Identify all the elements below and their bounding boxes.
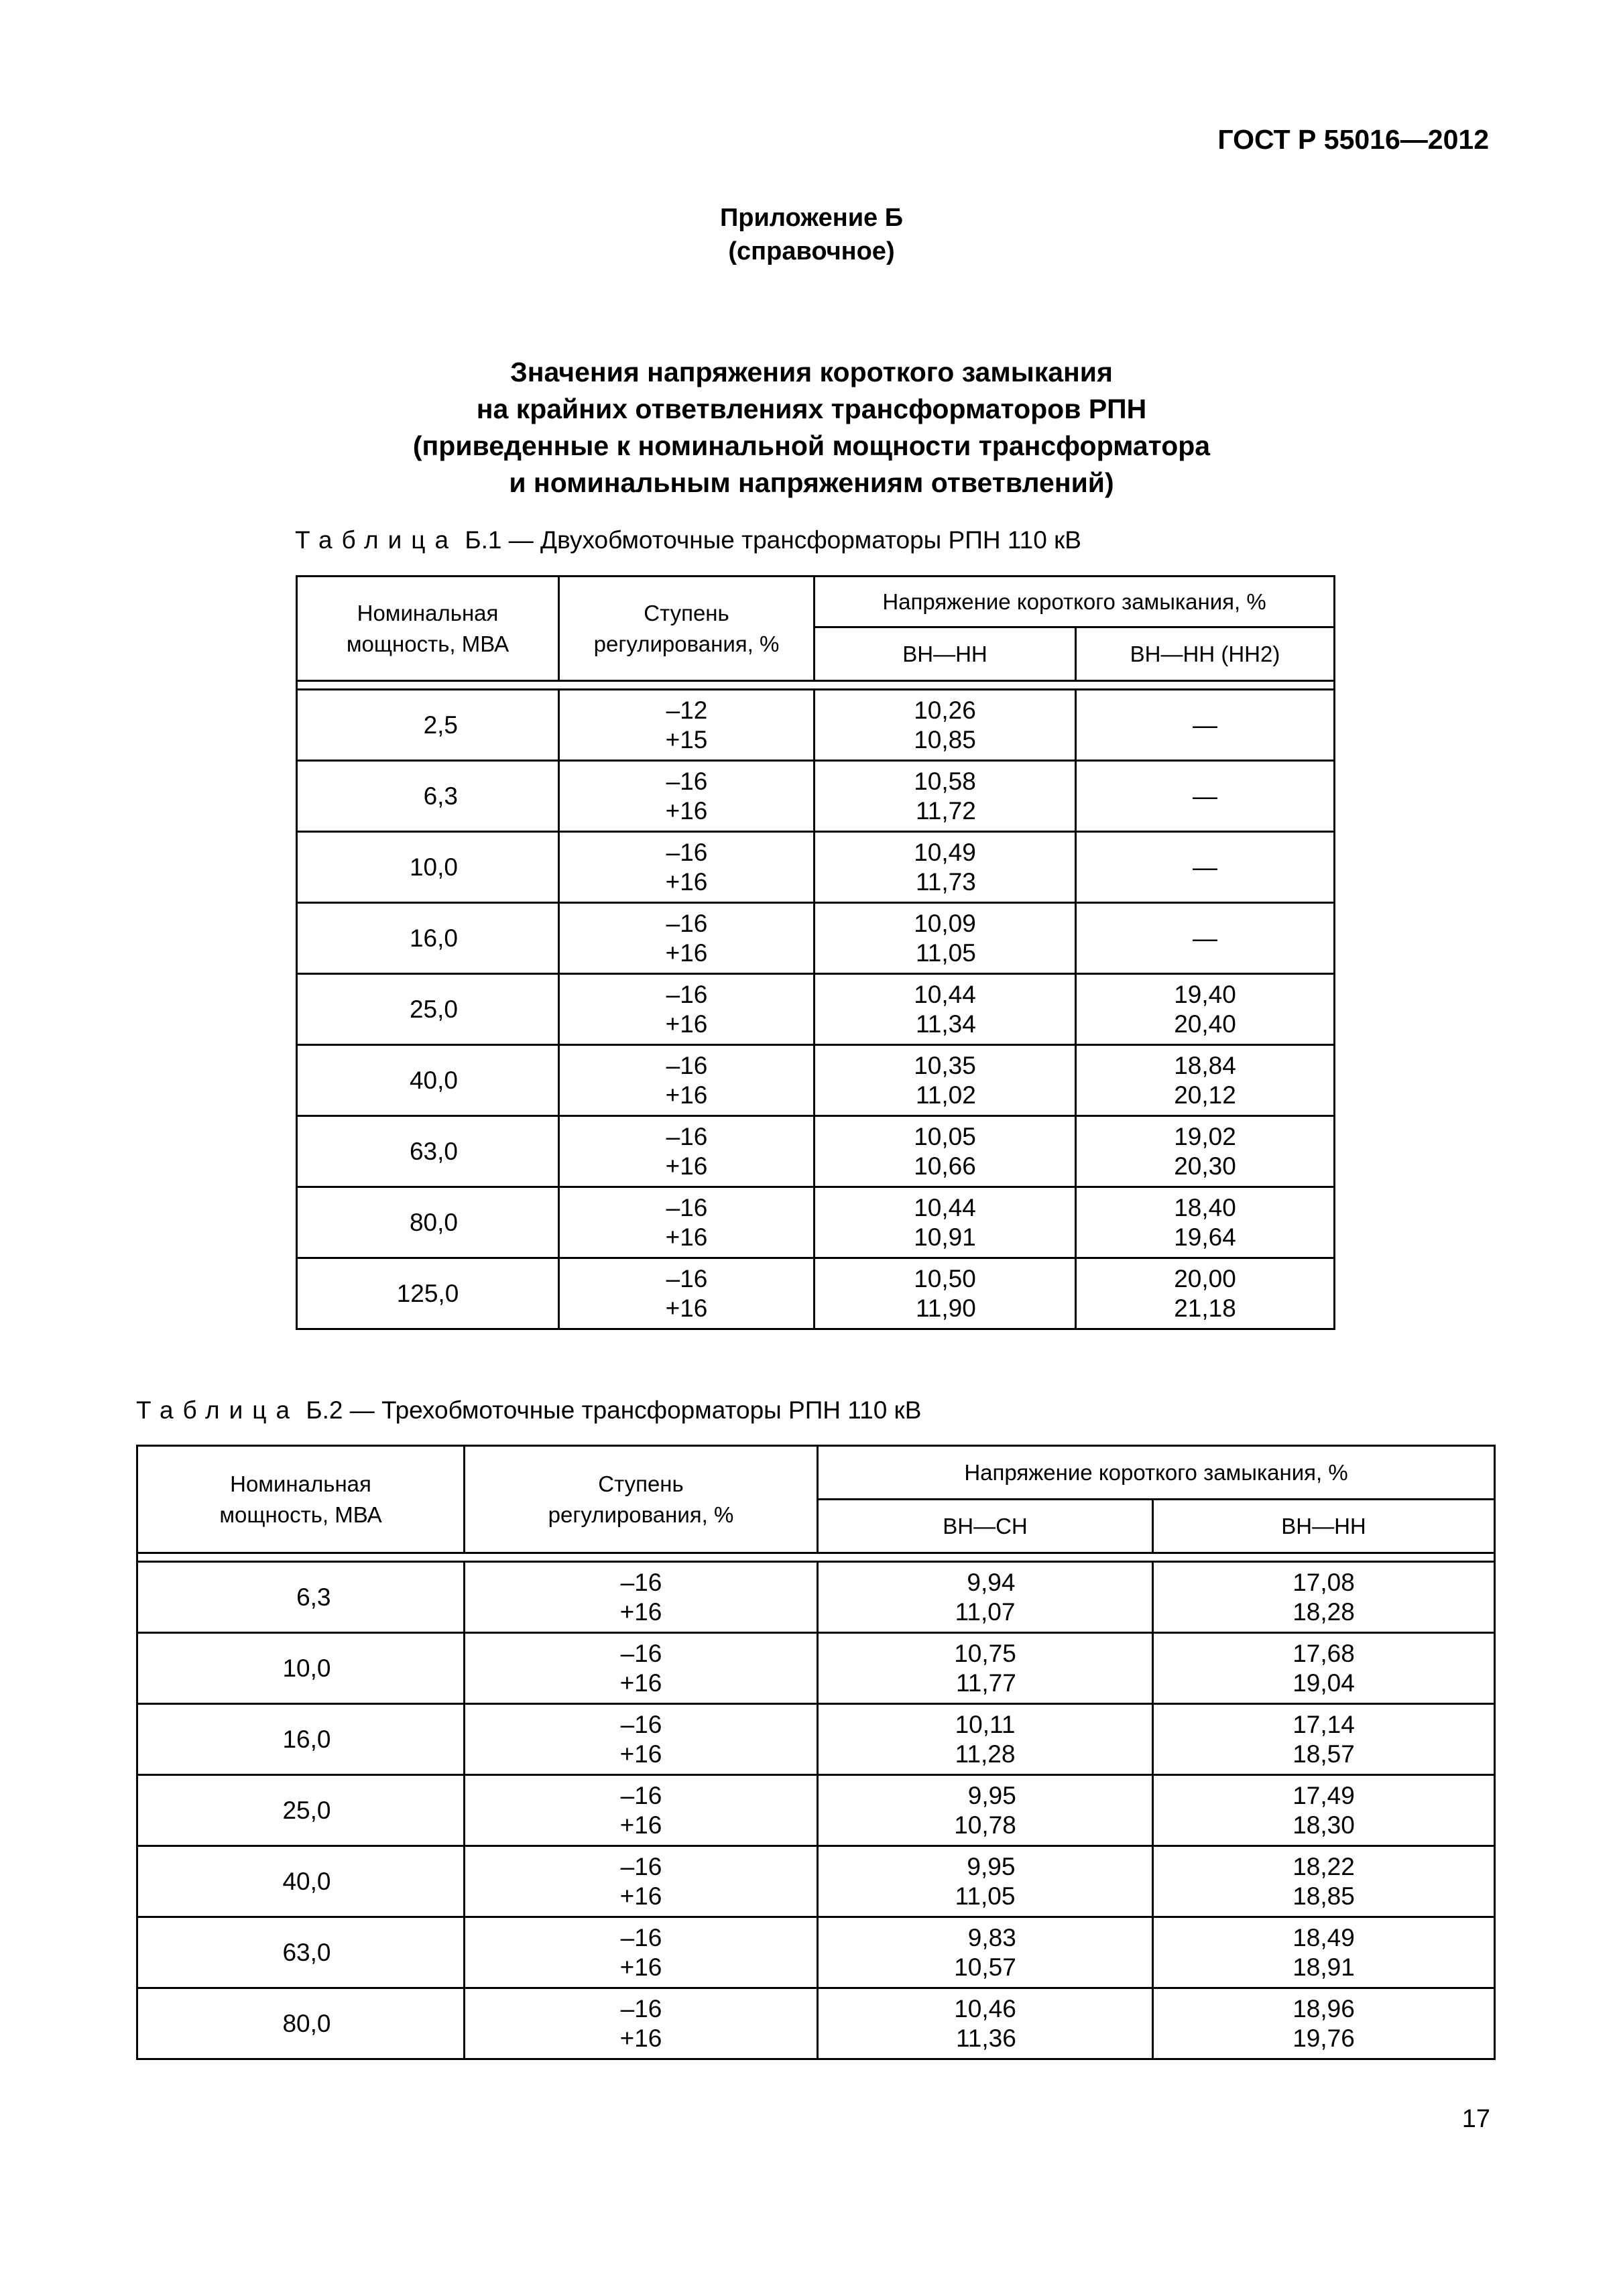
step-value: +16 bbox=[665, 939, 708, 967]
header-voltage: Напряжение короткого замыкания, % bbox=[818, 1446, 1495, 1500]
table-row bbox=[297, 1258, 1335, 1329]
step-value: +16 bbox=[619, 2024, 662, 2052]
voltage-2-value: 18,40 bbox=[1174, 1193, 1236, 1221]
step bbox=[620, 1710, 662, 1769]
voltage-1-value: 10,66 bbox=[914, 1152, 976, 1180]
cell-step bbox=[559, 903, 815, 974]
voltage-1-value: 11,05 bbox=[955, 1882, 1016, 1910]
voltage-2-value: 17,49 bbox=[1293, 1781, 1355, 1809]
voltage-1 bbox=[954, 1781, 1016, 1840]
voltage-2 bbox=[1174, 1193, 1236, 1252]
step-value: –16 bbox=[666, 1193, 708, 1221]
appendix-subtitle: (справочное) bbox=[728, 237, 895, 265]
step-value: –16 bbox=[620, 1710, 662, 1738]
cell-power bbox=[137, 1562, 465, 1633]
cell-power bbox=[297, 1187, 559, 1258]
table-row bbox=[297, 1116, 1335, 1187]
step-value: –16 bbox=[666, 909, 708, 937]
step-value: +16 bbox=[665, 1223, 708, 1251]
table2-caption-word: Таблица bbox=[136, 1396, 300, 1424]
voltage-1 bbox=[914, 1264, 976, 1323]
voltage-2-value: 18,28 bbox=[1293, 1597, 1355, 1626]
step bbox=[620, 1568, 662, 1627]
cell-voltage-1 bbox=[815, 832, 1076, 903]
table-row bbox=[297, 761, 1335, 832]
step-value: +16 bbox=[665, 1081, 708, 1109]
cell-step bbox=[465, 1988, 818, 2059]
cell-voltage-1 bbox=[818, 1775, 1153, 1846]
voltage-2 bbox=[1193, 782, 1217, 811]
voltage-1 bbox=[914, 1122, 976, 1181]
power-value: 80,0 bbox=[282, 2009, 331, 2037]
table-row bbox=[137, 1704, 1495, 1775]
cell-power bbox=[137, 1775, 465, 1846]
table-row bbox=[137, 1988, 1495, 2059]
cell-voltage-2 bbox=[1076, 1045, 1335, 1116]
table1-body bbox=[297, 690, 1335, 1329]
voltage-2-value: 19,40 bbox=[1174, 980, 1236, 1008]
step-value: +16 bbox=[665, 1294, 708, 1322]
voltage-2-value: 18,22 bbox=[1293, 1852, 1355, 1880]
table-row bbox=[137, 1562, 1495, 1633]
cell-power bbox=[297, 690, 559, 761]
header-separator bbox=[137, 1553, 1495, 1562]
step bbox=[620, 1852, 662, 1911]
step bbox=[666, 980, 708, 1039]
voltage-1-value: 10,75 bbox=[954, 1639, 1016, 1667]
voltage-2-value: 18,96 bbox=[1293, 1994, 1355, 2022]
voltage-1-value: 9,95 bbox=[967, 1852, 1016, 1880]
table2-caption bbox=[136, 1396, 921, 1425]
power-value: 10,0 bbox=[282, 1654, 331, 1682]
voltage-1-value: 9,83 bbox=[967, 1923, 1016, 1951]
voltage-2-value: 20,12 bbox=[1174, 1081, 1236, 1109]
voltage-2 bbox=[1293, 1923, 1355, 1982]
header-separator bbox=[297, 681, 1335, 690]
voltage-1 bbox=[954, 1923, 1016, 1982]
voltage-1-value: 10,49 bbox=[914, 838, 976, 866]
voltage-1 bbox=[914, 909, 976, 968]
cell-step bbox=[559, 1045, 815, 1116]
cell-voltage-1 bbox=[818, 1846, 1153, 1917]
step-value: –16 bbox=[620, 1639, 662, 1667]
cell-power bbox=[297, 974, 559, 1045]
cell-step bbox=[559, 832, 815, 903]
power-value: 25,0 bbox=[282, 1796, 331, 1824]
step-value: –16 bbox=[666, 1122, 708, 1150]
cell-voltage-1 bbox=[818, 1988, 1153, 2059]
header-sub2: ВН—НН bbox=[1153, 1500, 1495, 1553]
cell-step bbox=[559, 690, 815, 761]
voltage-1-value: 11,02 bbox=[915, 1081, 976, 1109]
step bbox=[620, 1994, 662, 2053]
voltage-2-value: 19,64 bbox=[1174, 1223, 1236, 1251]
voltage-1-value: 11,07 bbox=[955, 1597, 1016, 1626]
step bbox=[666, 1264, 708, 1323]
table1-caption-text: Б.1 — Двухобмоточные трансформаторы РПН 110 кВ bbox=[458, 526, 1081, 554]
voltage-1 bbox=[955, 1568, 1016, 1627]
header-sub1: ВН—НН bbox=[815, 627, 1076, 681]
step-value: +15 bbox=[665, 725, 708, 753]
voltage-2 bbox=[1174, 1264, 1236, 1323]
voltage-2-value: 21,18 bbox=[1174, 1294, 1236, 1322]
cell-voltage-2 bbox=[1076, 903, 1335, 974]
table-row bbox=[297, 903, 1335, 974]
cell-voltage-1 bbox=[818, 1917, 1153, 1988]
cell-step bbox=[465, 1633, 818, 1704]
voltage-1 bbox=[914, 838, 976, 897]
voltage-2-value: — bbox=[1193, 924, 1217, 952]
voltage-1-value: 10,85 bbox=[914, 725, 976, 753]
cell-voltage-2 bbox=[1076, 1187, 1335, 1258]
voltage-1-value: 11,90 bbox=[915, 1294, 976, 1322]
voltage-1 bbox=[914, 767, 976, 826]
voltage-1-value: 10,50 bbox=[914, 1264, 976, 1292]
appendix-heading bbox=[0, 201, 1623, 268]
voltage-1 bbox=[955, 1852, 1016, 1911]
title-line: (приведенные к номинальной мощности трансформатора bbox=[412, 430, 1211, 461]
cell-voltage-2 bbox=[1153, 1917, 1495, 1988]
power-value: 16,0 bbox=[282, 1725, 331, 1753]
table-row bbox=[297, 1187, 1335, 1258]
cell-voltage-2 bbox=[1153, 1846, 1495, 1917]
power-value: 10,0 bbox=[409, 853, 458, 881]
step bbox=[620, 1781, 662, 1840]
voltage-1 bbox=[914, 980, 976, 1039]
voltage-2-value: 17,08 bbox=[1293, 1568, 1355, 1596]
cell-voltage-1 bbox=[815, 974, 1076, 1045]
voltage-2 bbox=[1174, 1122, 1236, 1181]
cell-step bbox=[465, 1704, 818, 1775]
step-value: –16 bbox=[620, 1994, 662, 2022]
cell-voltage-2 bbox=[1076, 1258, 1335, 1329]
step bbox=[666, 696, 708, 755]
cell-step bbox=[559, 761, 815, 832]
voltage-2 bbox=[1293, 1781, 1355, 1840]
table-row bbox=[297, 974, 1335, 1045]
power-value: 80,0 bbox=[409, 1208, 458, 1236]
step bbox=[666, 767, 708, 826]
voltage-2-value: 19,76 bbox=[1293, 2024, 1355, 2052]
document-code: ГОСТ Р 55016—2012 bbox=[1217, 124, 1489, 155]
voltage-1-value: 10,35 bbox=[914, 1051, 976, 1079]
step-value: –16 bbox=[620, 1852, 662, 1880]
voltage-2-value: 18,84 bbox=[1174, 1051, 1236, 1079]
voltage-1-value: 10,57 bbox=[954, 1953, 1016, 1981]
voltage-1-value: 11,72 bbox=[915, 796, 976, 825]
voltage-2-value: 20,40 bbox=[1174, 1010, 1236, 1038]
cell-step bbox=[559, 1116, 815, 1187]
voltage-1-value: 9,95 bbox=[967, 1781, 1016, 1809]
table-row bbox=[137, 1917, 1495, 1988]
cell-power bbox=[297, 761, 559, 832]
cell-voltage-2 bbox=[1076, 761, 1335, 832]
voltage-1 bbox=[914, 1193, 976, 1252]
page-number: 17 bbox=[1461, 2105, 1490, 2133]
power-value: 125,0 bbox=[396, 1279, 459, 1307]
voltage-1-value: 11,05 bbox=[915, 939, 976, 967]
cell-voltage-1 bbox=[815, 1045, 1076, 1116]
voltage-1-value: 10,78 bbox=[954, 1811, 1016, 1839]
step-value: +16 bbox=[619, 1597, 662, 1626]
step-value: –16 bbox=[666, 980, 708, 1008]
cell-voltage-2 bbox=[1153, 1562, 1495, 1633]
voltage-2 bbox=[1293, 1710, 1355, 1769]
voltage-2 bbox=[1174, 1051, 1236, 1110]
voltage-2 bbox=[1293, 1639, 1355, 1698]
voltage-1-value: 10,91 bbox=[914, 1223, 976, 1251]
step-value: –16 bbox=[666, 838, 708, 866]
voltage-1-value: 11,77 bbox=[955, 1669, 1016, 1697]
voltage-2-value: 17,14 bbox=[1293, 1710, 1355, 1738]
step-value: +16 bbox=[619, 1953, 662, 1981]
voltage-2 bbox=[1174, 980, 1236, 1039]
step-value: –16 bbox=[666, 1264, 708, 1292]
step-value: +16 bbox=[665, 867, 708, 896]
table2-caption-text: Б.2 — Трехобмоточные трансформаторы РПН 110 кВ bbox=[299, 1396, 922, 1424]
voltage-1-value: 10,44 bbox=[914, 980, 976, 1008]
header-power: Номинальная мощность, МВА bbox=[297, 577, 559, 681]
header-sub1: ВН—СН bbox=[818, 1500, 1153, 1553]
cell-power bbox=[297, 832, 559, 903]
table-row bbox=[137, 1775, 1495, 1846]
header-voltage: Напряжение короткого замыкания, % bbox=[815, 577, 1335, 627]
voltage-2-value: 18,85 bbox=[1293, 1882, 1355, 1910]
power-value: 16,0 bbox=[409, 924, 458, 952]
voltage-2-value: — bbox=[1193, 853, 1217, 881]
voltage-1-value: 10,05 bbox=[914, 1122, 976, 1150]
power-value: 40,0 bbox=[282, 1867, 331, 1895]
cell-power bbox=[137, 1633, 465, 1704]
voltage-1-value: 11,73 bbox=[915, 867, 976, 896]
step-value: +16 bbox=[665, 796, 708, 825]
voltage-2-value: 18,57 bbox=[1293, 1740, 1355, 1768]
cell-step bbox=[559, 1187, 815, 1258]
cell-power bbox=[137, 1988, 465, 2059]
voltage-2 bbox=[1293, 1852, 1355, 1911]
appendix-title: Приложение Б bbox=[719, 204, 904, 232]
voltage-1-value: 10,58 bbox=[914, 767, 976, 795]
step-value: –16 bbox=[620, 1568, 662, 1596]
voltage-1-value: 10,46 bbox=[954, 1994, 1016, 2022]
voltage-1-value: 10,09 bbox=[914, 909, 976, 937]
cell-voltage-1 bbox=[815, 761, 1076, 832]
voltage-1 bbox=[954, 1994, 1016, 2053]
voltage-2 bbox=[1193, 711, 1217, 740]
voltage-2 bbox=[1293, 1994, 1355, 2053]
step bbox=[620, 1639, 662, 1698]
cell-voltage-2 bbox=[1153, 1633, 1495, 1704]
step-value: +16 bbox=[665, 1152, 708, 1180]
voltage-2-value: 18,49 bbox=[1293, 1923, 1355, 1951]
voltage-1-value: 10,44 bbox=[914, 1193, 976, 1221]
voltage-2 bbox=[1193, 924, 1217, 953]
step-value: +16 bbox=[619, 1740, 662, 1768]
step-value: +16 bbox=[619, 1669, 662, 1697]
step-value: –12 bbox=[666, 696, 708, 724]
cell-step bbox=[559, 1258, 815, 1329]
cell-voltage-2 bbox=[1076, 974, 1335, 1045]
power-value: 25,0 bbox=[409, 995, 458, 1023]
step-value: +16 bbox=[619, 1882, 662, 1910]
cell-step bbox=[465, 1775, 818, 1846]
step-value: –16 bbox=[620, 1781, 662, 1809]
header-power: Номинальная мощность, МВА bbox=[137, 1446, 465, 1553]
title-line: и номинальным напряжениям ответвлений) bbox=[509, 467, 1114, 498]
cell-power bbox=[137, 1917, 465, 1988]
voltage-1-value: 10,26 bbox=[914, 696, 976, 724]
cell-step bbox=[465, 1562, 818, 1633]
voltage-1-value: 11,34 bbox=[915, 1010, 976, 1038]
cell-power bbox=[297, 1045, 559, 1116]
cell-power bbox=[137, 1704, 465, 1775]
voltage-2-value: 19,02 bbox=[1174, 1122, 1236, 1150]
voltage-1-value: 10,11 bbox=[955, 1710, 1016, 1738]
table-row bbox=[137, 1633, 1495, 1704]
cell-step bbox=[465, 1846, 818, 1917]
power-value: 6,3 bbox=[423, 782, 458, 810]
cell-voltage-1 bbox=[818, 1633, 1153, 1704]
header-sub2: ВН—НН (НН2) bbox=[1076, 627, 1335, 681]
voltage-1 bbox=[954, 1639, 1016, 1698]
cell-step bbox=[465, 1917, 818, 1988]
power-value: 2,5 bbox=[423, 711, 458, 739]
voltage-2 bbox=[1193, 853, 1217, 882]
voltage-2 bbox=[1293, 1568, 1355, 1627]
step bbox=[620, 1923, 662, 1982]
voltage-2-value: 20,00 bbox=[1174, 1264, 1236, 1292]
table1 bbox=[296, 575, 1335, 1330]
voltage-2-value: 18,91 bbox=[1293, 1953, 1355, 1981]
step-value: +16 bbox=[619, 1811, 662, 1839]
cell-voltage-1 bbox=[815, 903, 1076, 974]
cell-power bbox=[137, 1846, 465, 1917]
voltage-1 bbox=[914, 1051, 976, 1110]
voltage-1 bbox=[914, 696, 976, 755]
header-step: Ступень регулирования, % bbox=[559, 577, 815, 681]
cell-voltage-2 bbox=[1076, 832, 1335, 903]
step-value: +16 bbox=[665, 1010, 708, 1038]
voltage-2-value: 20,30 bbox=[1174, 1152, 1236, 1180]
power-value: 6,3 bbox=[296, 1583, 331, 1611]
voltage-2-value: — bbox=[1193, 782, 1217, 810]
voltage-2-value: 19,04 bbox=[1293, 1669, 1355, 1697]
voltage-1-value: 9,94 bbox=[967, 1568, 1016, 1596]
table-row bbox=[297, 1045, 1335, 1116]
cell-voltage-1 bbox=[815, 1116, 1076, 1187]
cell-power bbox=[297, 1116, 559, 1187]
cell-voltage-1 bbox=[815, 1187, 1076, 1258]
voltage-2-value: — bbox=[1193, 711, 1217, 739]
cell-voltage-1 bbox=[815, 1258, 1076, 1329]
title-line: на крайних ответвлениях трансформаторов РПН bbox=[476, 394, 1147, 424]
voltage-1-value: 11,28 bbox=[955, 1740, 1016, 1768]
voltage-1 bbox=[955, 1710, 1016, 1769]
cell-voltage-2 bbox=[1076, 1116, 1335, 1187]
cell-voltage-1 bbox=[815, 690, 1076, 761]
step bbox=[666, 838, 708, 897]
voltage-1-value: 11,36 bbox=[955, 2024, 1016, 2052]
step-value: –16 bbox=[666, 767, 708, 795]
power-value: 63,0 bbox=[282, 1938, 331, 1966]
voltage-2-value: 18,30 bbox=[1293, 1811, 1355, 1839]
cell-voltage-2 bbox=[1153, 1988, 1495, 2059]
table2 bbox=[136, 1445, 1496, 2060]
table2-body bbox=[137, 1562, 1495, 2059]
step bbox=[666, 1122, 708, 1181]
table-row bbox=[297, 832, 1335, 903]
table1-caption-word: Таблица bbox=[295, 526, 459, 554]
power-value: 40,0 bbox=[409, 1066, 458, 1094]
title-line: Значения напряжения короткого замыкания bbox=[510, 357, 1113, 387]
step bbox=[666, 909, 708, 968]
page-title bbox=[0, 354, 1623, 501]
cell-power bbox=[297, 1258, 559, 1329]
step-value: –16 bbox=[620, 1923, 662, 1951]
header-step: Ступень регулирования, % bbox=[465, 1446, 818, 1553]
cell-voltage-1 bbox=[818, 1562, 1153, 1633]
table1-caption bbox=[295, 526, 1081, 554]
cell-power bbox=[297, 903, 559, 974]
step bbox=[666, 1051, 708, 1110]
step bbox=[666, 1193, 708, 1252]
table-row bbox=[297, 690, 1335, 761]
cell-step bbox=[559, 974, 815, 1045]
cell-voltage-2 bbox=[1153, 1775, 1495, 1846]
cell-voltage-2 bbox=[1076, 690, 1335, 761]
voltage-2-value: 17,68 bbox=[1293, 1639, 1355, 1667]
cell-voltage-1 bbox=[818, 1704, 1153, 1775]
cell-voltage-2 bbox=[1153, 1704, 1495, 1775]
table-row bbox=[137, 1846, 1495, 1917]
power-value: 63,0 bbox=[409, 1137, 458, 1165]
step-value: –16 bbox=[666, 1051, 708, 1079]
